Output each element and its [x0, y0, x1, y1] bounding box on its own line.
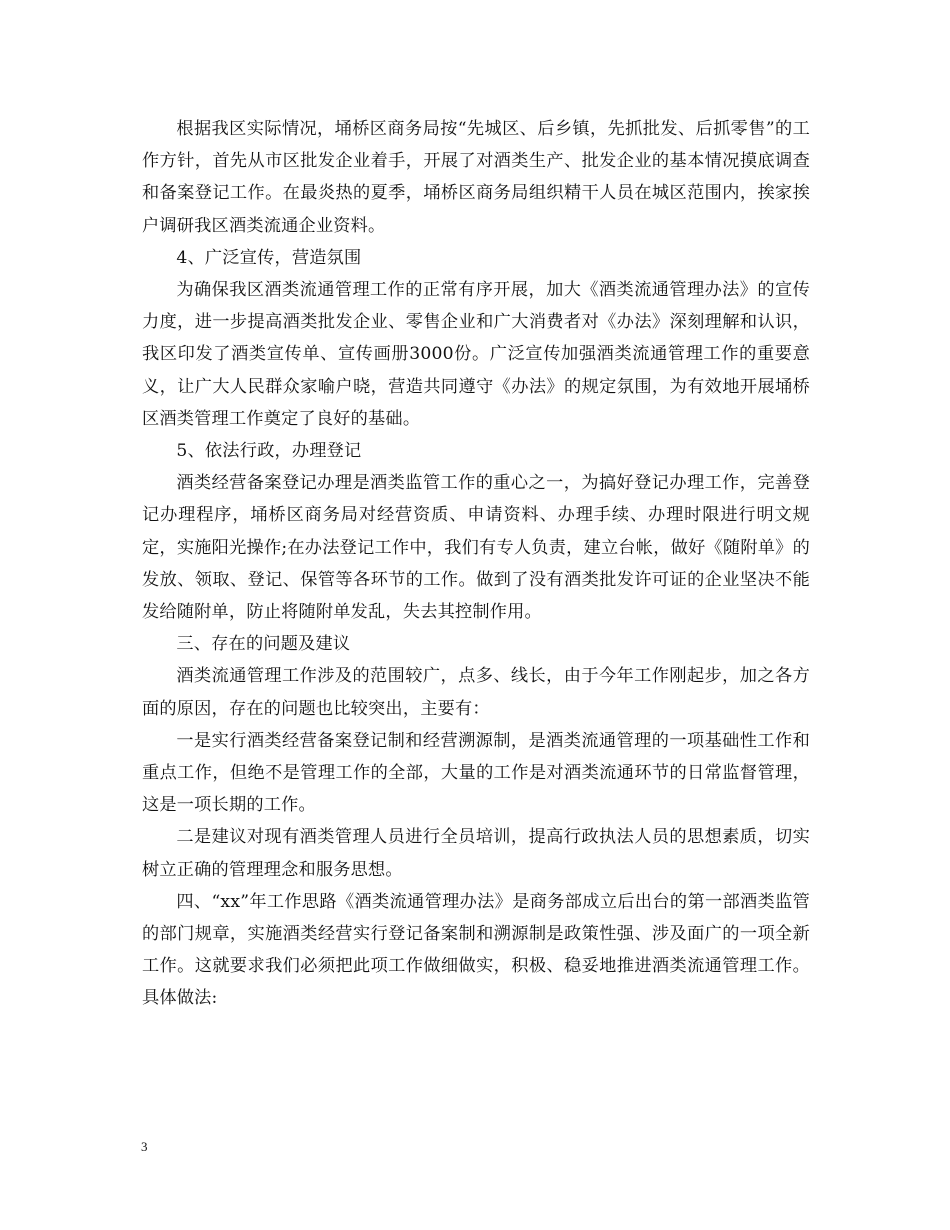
- paragraph-problem-one: 一是实行酒类经营备案登记制和经营溯源制，是酒类流通管理的一项基础性工作和重点工作，但绝不是管理工作的全部，大量的工作是对酒类流通环节的日常监督管理，这是一项长期的工作。: [142, 730, 810, 816]
- paragraph-investigation: 根据我区实际情况，埇桥区商务局按“先城区、后乡镇，先抓批发、后抓零售”的工作方针，首先从市区批发企业着手，开展了对酒类生产、批发企业的基本情况摸底调查和备案登记工作。在最炎热的夏季，埇桥区商务局组织精干人员在城区范围内，挨家挨户调研我区酒类流通企业资料。: [142, 119, 810, 236]
- paragraph-registration: 酒类经营备案登记办理是酒类监管工作的重心之一，为搞好登记办理工作，完善登记办理程序，埇桥区商务局对经营资质、申请资料、办理手续、办理时限进行明文规定，实施阳光操作;在办法登记工作中，我们有专人负责，建立台帐，做好《随附单》的发放、领取、登记、保管等各环节的工作。做到了没有酒类批发许可证的企业坚决不能发给随附单，防止将随附单发乱，失去其控制作用。: [142, 473, 810, 623]
- heading-registration: 5、依法行政，办理登记: [176, 441, 362, 462]
- page-number: 3: [141, 1139, 148, 1154]
- paragraph-problem-two: 二是建议对现有酒类管理人员进行全员培训，提高行政执法人员的思想素质，切实树立正确的管理理念和服务思想。: [142, 827, 810, 880]
- document-body: [142, 113, 810, 1015]
- heading-publicity: 4、广泛宣传，营造氛围: [176, 247, 362, 268]
- paragraph-work-plan: 四、“xx”年工作思路《酒类流通管理办法》是商务部成立后出台的第一部酒类监管的部门规章，实施酒类经营实行登记备案制和溯源制是政策性强、涉及面广的一项全新工作。这就要求我们必须把此项工作做细做实，积极、稳妥地推进酒类流通管理工作。具体做法:: [142, 891, 810, 1009]
- heading-problems: 三、存在的问题及建议: [176, 634, 351, 655]
- paragraph-problems-intro: 酒类流通管理工作涉及的范围较广，点多、线长，由于今年工作刚起步，加之各方面的原因，存在的问题也比较突出，主要有：: [142, 666, 810, 719]
- paragraph-publicity: 为确保我区酒类流通管理工作的正常有序开展，加大《酒类流通管理办法》的宣传力度，进一步提高酒类批发企业、零售企业和广大消费者对《办法》深刻理解和认识，我区印发了酒类宣传单、宣传画册3000份。广泛宣传加强酒类流通管理工作的重要意义，让广大人民群众家喻户晓，营造共同遵守《办法》的规定氛围，为有效地开展埇桥区酒类管理工作奠定了良好的基础。: [142, 280, 810, 429]
